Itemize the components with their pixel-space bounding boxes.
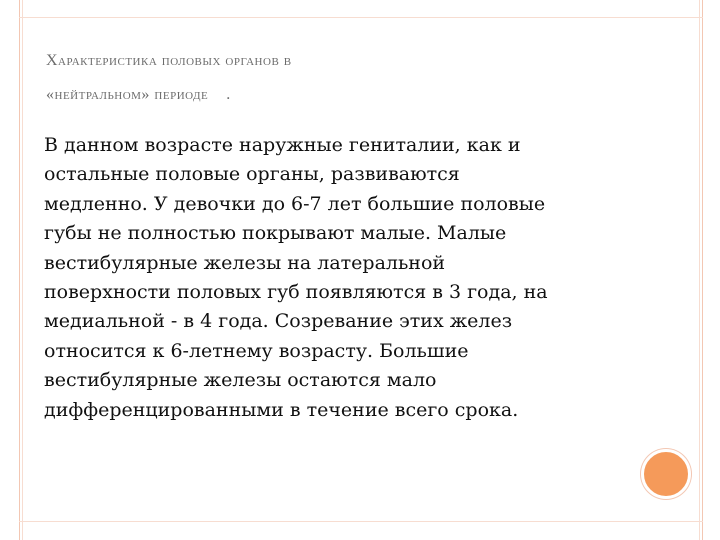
frame-line-right — [702, 0, 703, 540]
slide-title — [46, 44, 646, 112]
body-line: вестибулярные железы на латеральной — [44, 251, 446, 274]
slide-title-line-1: Характеристика половых органов в — [46, 52, 292, 69]
frame-line-top — [19, 17, 703, 18]
body-line: остальные половые органы, развиваются — [44, 163, 460, 186]
decorative-circle-icon — [641, 449, 691, 499]
body-line: относится к 6-летнему возрасту. Большие — [44, 339, 469, 362]
body-line: поверхности половых губ появляются в 3 года, на — [44, 281, 548, 304]
frame-line-left-inner — [22, 0, 23, 540]
frame-line-right-inner — [699, 0, 700, 540]
slide-body-text — [44, 131, 634, 425]
body-line: медленно. У девочки до 6-7 лет большие половые — [44, 192, 546, 215]
body-line: медиальной - в 4 года. Созревание этих желез — [44, 310, 513, 333]
frame-line-bottom — [19, 521, 703, 522]
body-line: В данном возрасте наружные гениталии, как и — [44, 134, 521, 156]
frame-line-left — [19, 0, 20, 540]
body-line: вестибулярные железы остаются мало — [44, 369, 437, 392]
body-line: дифференцированными в течение всего срока. — [44, 398, 519, 421]
body-line: губы не полностью покрывают малые. Малые — [44, 222, 507, 245]
slide-title-line-2: «нейтральном» периоде . — [46, 86, 231, 103]
